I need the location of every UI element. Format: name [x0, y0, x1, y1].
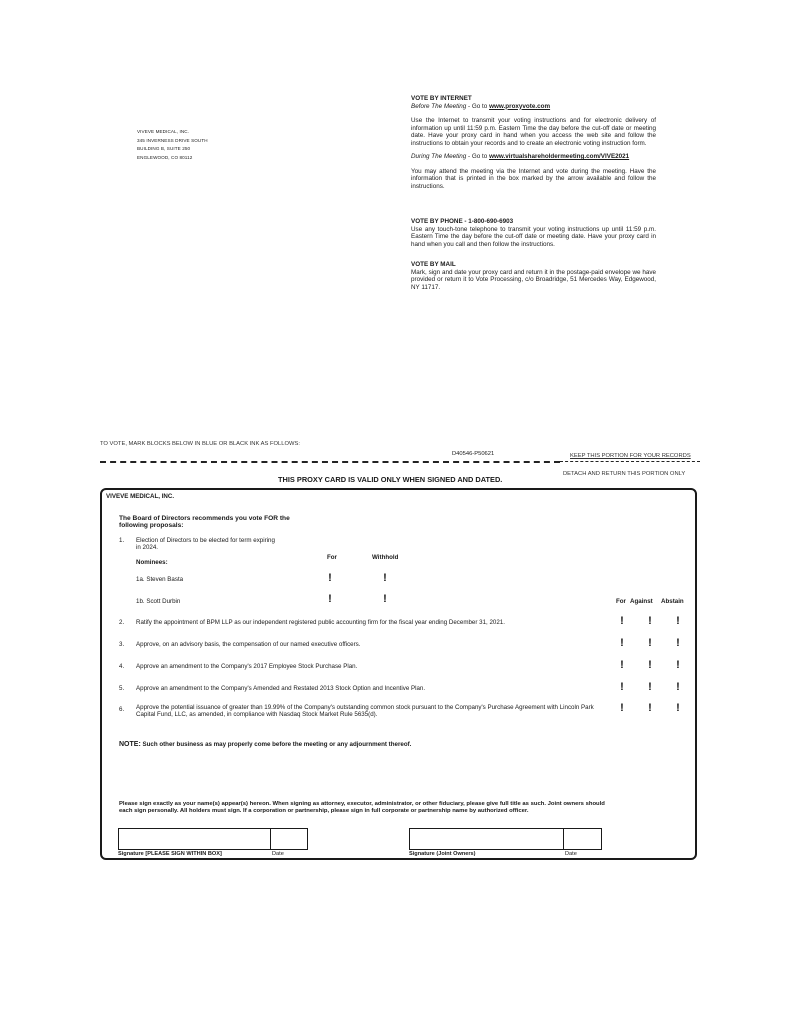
return-address — [137, 128, 208, 162]
date-box[interactable] — [270, 828, 308, 850]
nominees-label: Nominees: — [136, 559, 168, 566]
note — [119, 741, 411, 748]
joint-date-box[interactable] — [563, 828, 602, 850]
note-text: Such other business as may properly come before the meeting or any adjournment thereof. — [140, 741, 412, 748]
vote-box-1b-withhold[interactable]: ! — [383, 593, 387, 605]
proposal-6-text: Approve the potential issuance of greater than 19.99% of the Company's outstanding common stock pursuant to the Company's Purchase Agreement with Lincoln Park Capital Fund, LLC, as amended, in compliance with Nasdaq Stock Market Rule 5635(d). — [136, 704, 594, 719]
proposal-number: 6. — [119, 706, 125, 713]
card-company-name: VIVEVE MEDICAL, INC. — [106, 493, 175, 500]
signing-instructions: Please sign exactly as your name(s) appear(s) hereon. When signing as attorney, executor, administrator, or other fiduciary, please give full title as such. Joint owners should each sign personally. All holders must sign. If a corporation or partnership, please sign in full corporate or partnership name by authorized officer. — [119, 801, 605, 815]
joint-signature-label: Signature (Joint Owners) — [409, 851, 476, 857]
proposal-number: 4. — [119, 663, 125, 670]
address-line: BUILDING B, SUITE 250 — [137, 146, 191, 152]
proposal-2-text: Ratify the appointment of BPM LLP as our independent registered public accounting firm for the fiscal year ending December 31, 2021. — [136, 619, 505, 626]
vote-box-5-against[interactable]: ! — [648, 681, 652, 693]
mark-instruction: TO VOTE, MARK BLOCKS BELOW IN BLUE OR BLACK INK AS FOLLOWS: — [100, 441, 300, 447]
vote-box-1a-for[interactable]: ! — [328, 572, 332, 584]
vote-box-3-against[interactable]: ! — [648, 637, 652, 649]
vote-box-6-against[interactable]: ! — [648, 702, 652, 714]
during-meeting-label: During The Meeting — [411, 153, 467, 160]
col-for-header-2: For — [616, 598, 626, 605]
vote-phone-section — [411, 218, 656, 248]
signature-label: Signature [PLEASE SIGN WITHIN BOX] — [118, 851, 222, 857]
proposal-4-text: Approve an amendment to the Company's 2017 Employee Stock Purchase Plan. — [136, 663, 358, 670]
proposal-number: 2. — [119, 619, 125, 626]
vote-mail-heading: VOTE BY MAIL — [411, 261, 456, 268]
vote-internet-section — [411, 95, 656, 190]
control-code: D40546-P50621 — [452, 451, 495, 457]
proxy-valid-notice: THIS PROXY CARD IS VALID ONLY WHEN SIGNED AND DATED. — [278, 475, 503, 484]
proposal-number: 3. — [119, 641, 125, 648]
vote-box-4-abstain[interactable]: ! — [676, 659, 680, 671]
address-line: ENGLEWOOD, CO 80112 — [137, 154, 193, 160]
vote-box-6-abstain[interactable]: ! — [676, 702, 680, 714]
virtual-meeting-link[interactable]: www.virtualshareholdermeeting.com/VIVE2021 — [489, 153, 630, 160]
vote-internet-heading: VOTE BY INTERNET — [411, 95, 472, 102]
proposal-5-text: Approve an amendment to the Company's Amended and Restated 2013 Stock Option and Incentive Plan. — [136, 685, 426, 692]
joint-date-label: Date — [565, 851, 577, 857]
during-goto: - Go to — [466, 153, 490, 160]
proposal-1-line: in 2024. — [136, 544, 159, 552]
during-meeting-instructions: You may attend the meeting via the Internet and vote during the meeting. Have the information that is printed in the box marked by the arrow available and follow the instructions. — [411, 167, 656, 190]
proposal-1-number: 1. — [119, 537, 125, 544]
vote-box-2-against[interactable]: ! — [648, 615, 652, 627]
joint-signature-box[interactable] — [409, 828, 564, 850]
vote-box-5-abstain[interactable]: ! — [676, 681, 680, 693]
board-recommendation — [119, 515, 290, 530]
before-goto: - Go to — [466, 102, 490, 110]
vote-box-1a-withhold[interactable]: ! — [383, 572, 387, 584]
vote-mail-section — [411, 261, 656, 291]
vote-box-4-against[interactable]: ! — [648, 659, 652, 671]
note-label: NOTE: — [119, 741, 141, 748]
col-against-header: Against — [630, 598, 653, 605]
proposal-3-text: Approve, on an advisory basis, the compensation of our named executive officers. — [136, 641, 361, 648]
col-withhold-header: Withhold — [372, 554, 399, 561]
date-label: Date — [272, 851, 284, 857]
detach-line — [100, 461, 560, 463]
vote-box-4-for[interactable]: ! — [620, 659, 624, 671]
nominee-1a: 1a. Steven Basta — [136, 576, 184, 583]
vote-phone-heading: VOTE BY PHONE - 1-800-690-6903 — [411, 218, 514, 225]
detach-portion-label: DETACH AND RETURN THIS PORTION ONLY — [563, 471, 686, 477]
vote-box-6-for[interactable]: ! — [620, 702, 624, 714]
phone-instructions: Use any touch-tone telephone to transmit your voting instructions up until 11:59 p.m. Eastern Time the day before the cut-off date or meeting date. Have your proxy card in hand when you call and then follow the instructions. — [411, 225, 656, 248]
address-line: 345 INVERNESS DRIVE SOUTH — [137, 137, 208, 143]
mail-instructions: Mark, sign and date your proxy card and return it in the postage-paid envelope we have provided or return it to Vote Processing, c/o Broadridge, 51 Mercedes Way, Edgewood, NY 11717. — [411, 268, 656, 291]
vote-box-3-for[interactable]: ! — [620, 637, 624, 649]
col-for-header: For — [327, 554, 337, 561]
vote-box-5-for[interactable]: ! — [620, 681, 624, 693]
internet-instructions: Use the Internet to transmit your voting instructions and for electronic delivery of information up until 11:59 p.m. Eastern Time the day before the cut-off date or meeting date. Have your proxy card in hand when you access the web site and follow the instructions to obtain your records and to create an electronic voting instruction form. — [411, 117, 656, 147]
nominee-1b: 1b. Scott Durbin — [136, 598, 181, 605]
address-line: VIVEVE MEDICAL, INC. — [137, 129, 190, 134]
keep-portion-label: KEEP THIS PORTION FOR YOUR RECORDS — [570, 453, 691, 459]
before-meeting-label: Before The Meeting — [411, 102, 467, 110]
vote-box-2-for[interactable]: ! — [620, 615, 624, 627]
proposal-1-line: Election of Directors to be elected for term expiring — [136, 537, 275, 544]
vote-box-2-abstain[interactable]: ! — [676, 615, 680, 627]
col-abstain-header: Abstain — [661, 598, 684, 605]
proposal-1-text — [136, 537, 275, 552]
proxyvote-link[interactable]: www.proxyvote.com — [489, 102, 551, 110]
proposal-number: 5. — [119, 685, 125, 692]
vote-box-1b-for[interactable]: ! — [328, 593, 332, 605]
detach-line-end — [560, 461, 700, 462]
board-rec-line: following proposals: — [119, 522, 184, 530]
board-rec-line: The Board of Directors recommends you vote FOR the — [119, 515, 290, 522]
vote-box-3-abstain[interactable]: ! — [676, 637, 680, 649]
signature-box[interactable] — [118, 828, 271, 850]
